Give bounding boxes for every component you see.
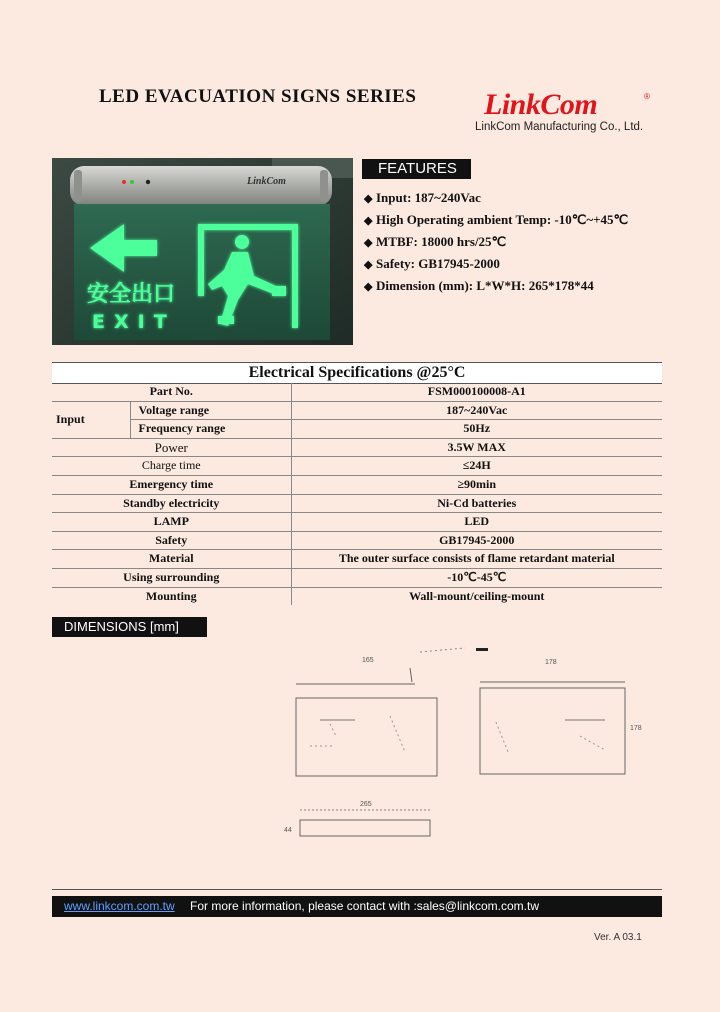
table-row [52, 513, 662, 532]
voltage-value: 187~240Vac [291, 401, 662, 420]
dimension-drawing [280, 640, 660, 850]
table-row [52, 457, 662, 476]
photo-exit-text: EXIT [92, 311, 176, 333]
spec-value: ≤24H [291, 457, 662, 476]
logo-text: LinkCom [484, 88, 598, 121]
spec-label: Standby electricity [52, 494, 291, 513]
table-row [52, 401, 662, 420]
product-photo [52, 158, 353, 345]
table-row [52, 475, 662, 494]
feature-item: ◆ MTBF: 18000 hrs/25℃ [364, 231, 628, 253]
diamond-bullet-icon: ◆ [364, 193, 373, 205]
table-row [52, 420, 662, 439]
contact-info: For more information, please contact with :sales@linkcom.com.tw [190, 899, 540, 913]
features-heading: FEATURES [362, 159, 471, 179]
spec-value: ≥90min [291, 475, 662, 494]
table-row [52, 531, 662, 550]
spec-label: LAMP [52, 513, 291, 532]
spec-table [52, 383, 662, 605]
frequency-value: 50Hz [291, 420, 662, 439]
feature-item: ◆ Input: 187~240Vac [364, 187, 628, 209]
table-row [52, 568, 662, 587]
part-no-value: FSM000100008-A1 [291, 383, 662, 401]
photo-cn-text: 安全出口 [87, 282, 176, 307]
registered-mark: ® [644, 92, 650, 101]
spec-title: Electrical Specifications @25°C [52, 362, 662, 384]
diamond-bullet-icon: ◆ [364, 215, 373, 227]
part-no-label: Part No. [52, 383, 291, 401]
frequency-label: Frequency range [130, 420, 291, 439]
website-link[interactable]: www.linkcom.com.tw [64, 899, 175, 913]
spec-value: LED [291, 513, 662, 532]
photo-brand: LinkCom [247, 176, 286, 187]
feature-item: ◆ High Operating ambient Temp: -10℃~+45℃ [364, 209, 628, 231]
diamond-bullet-icon: ◆ [364, 237, 373, 249]
footer-divider [52, 889, 662, 890]
input-label: Input [52, 401, 130, 438]
table-row [52, 494, 662, 513]
diamond-bullet-icon: ◆ [364, 259, 373, 271]
footer-bar [52, 896, 662, 917]
spec-label: Mounting [145, 588, 197, 603]
feature-item: ◆ Dimension (mm): L*W*H: 265*178*44 [364, 275, 628, 297]
exit-sign-illustration [52, 158, 353, 345]
table-row [52, 383, 662, 401]
company-name: LinkCom Manufacturing Co., Ltd. [475, 121, 644, 133]
table-row [52, 550, 662, 569]
spec-label: Charge time [52, 457, 291, 476]
voltage-label: Voltage range [130, 401, 291, 420]
spec-value: Ni-Cd batteries [291, 494, 662, 513]
spec-label: Using surrounding [52, 568, 291, 587]
version-label: Ver. A 03.1 [594, 932, 642, 943]
table-row [52, 438, 662, 457]
spec-value: Wall-mount/ceiling-mount [291, 587, 662, 605]
dim-thickness-label: 44 [284, 827, 292, 834]
dimensions-heading: DIMENSIONS [mm] [52, 617, 207, 637]
features-list [364, 187, 628, 297]
spec-label: Material [52, 550, 291, 569]
dim-length-label: 265 [360, 801, 372, 808]
spec-label: Safety [52, 531, 291, 550]
table-row [52, 587, 662, 605]
dim-height-label: 178 [630, 725, 642, 732]
spec-value: -10℃-45℃ [291, 568, 662, 587]
spec-value: GB17945-2000 [291, 531, 662, 550]
spec-value: The outer surface consists of flame retardant material [291, 550, 662, 569]
dim-depth-label: 178 [545, 659, 557, 666]
feature-item: ◆ Safety: GB17945-2000 [364, 253, 628, 275]
spec-label: Emergency time [52, 475, 291, 494]
page-title: LED EVACUATION SIGNS SERIES [99, 86, 417, 107]
spec-label: Power [52, 438, 291, 457]
diamond-bullet-icon: ◆ [364, 281, 373, 293]
dim-width-label: 165 [362, 657, 374, 664]
spec-value: 3.5W MAX [291, 438, 662, 457]
